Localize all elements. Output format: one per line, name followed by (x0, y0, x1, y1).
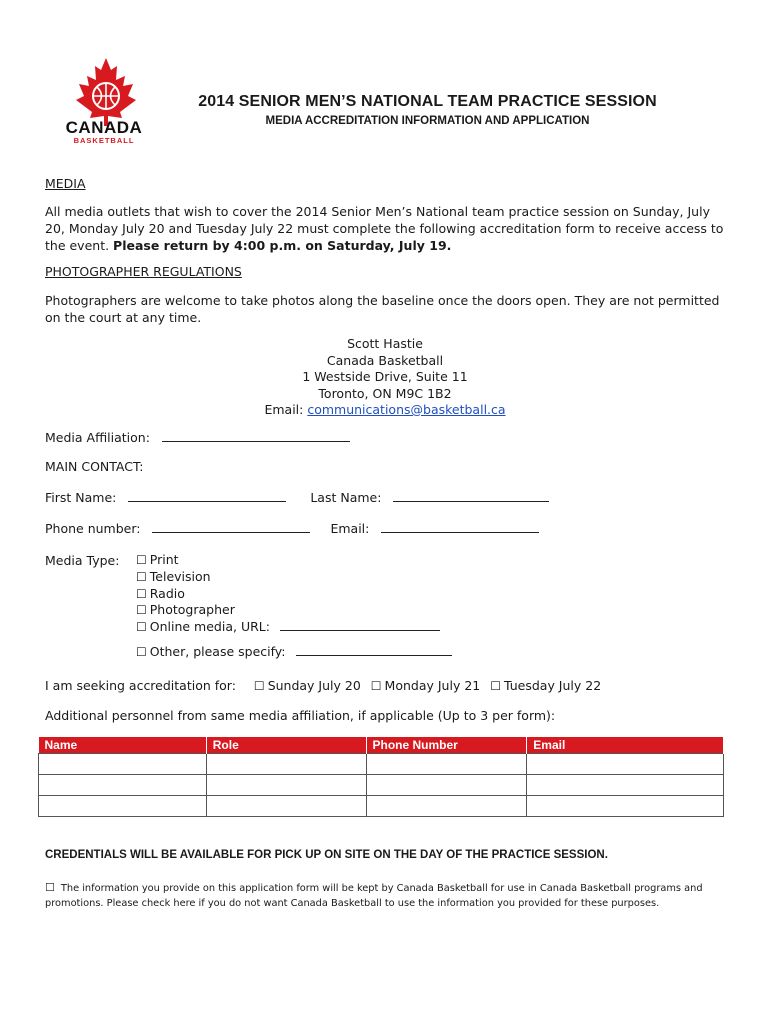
checkbox-icon[interactable]: ☐ (370, 679, 382, 693)
name-row (45, 489, 725, 506)
media-paragraph (45, 203, 725, 254)
contact-email-link[interactable]: communications@basketball.ca (307, 402, 506, 417)
accreditation-days-row (45, 677, 725, 695)
media-affiliation-field[interactable] (162, 431, 350, 442)
checkbox-icon[interactable]: ☐ (136, 644, 147, 659)
photographer-paragraph: Photographers are welcome to take photos along the baseline once the doors open. They are not permitted on the court at any time. (45, 293, 720, 325)
first-name-field[interactable] (128, 491, 286, 502)
table-cell[interactable] (366, 754, 527, 775)
other-specify-field[interactable] (296, 645, 452, 656)
contact-email-label: Email: (264, 402, 308, 417)
last-name-field[interactable] (393, 491, 549, 502)
checkbox-icon[interactable]: ☐ (253, 679, 265, 693)
table-cell[interactable] (366, 796, 527, 817)
main-contact-label: MAIN CONTACT: (45, 459, 144, 474)
credentials-notice: CREDENTIALS WILL BE AVAILABLE FOR PICK UP ON SITE ON THE DAY OF THE PRACTICE SESSION. (45, 849, 608, 861)
page-subtitle: MEDIA ACCREDITATION INFORMATION AND APPLICATION (265, 115, 590, 127)
checkbox-icon[interactable]: ☐ (136, 586, 147, 601)
media-affiliation-label: Media Affiliation: (45, 430, 150, 445)
table-cell[interactable] (39, 754, 207, 775)
table-row (39, 775, 724, 796)
email-label: Email: (330, 521, 370, 536)
logo-basketball-text: BASKETBALL (73, 136, 135, 145)
column-header-phone: Phone Number (366, 737, 527, 754)
table-cell[interactable] (206, 796, 366, 817)
day-monday[interactable]: ☐ Monday July 21 (370, 678, 481, 693)
media-type-television[interactable]: ☐ Television (136, 568, 211, 584)
photographer-heading: PHOTOGRAPHER REGULATIONS (45, 264, 242, 279)
media-type-label: Media Type: (45, 553, 120, 568)
logo-wordmark (62, 119, 146, 145)
media-heading: MEDIA (45, 176, 86, 191)
contact-street: 1 Westside Drive, Suite 11 (302, 369, 468, 384)
contact-email-line (45, 402, 725, 419)
phone-number-label: Phone number: (45, 521, 141, 536)
media-type-options (136, 552, 536, 661)
table-header-row (39, 737, 724, 754)
media-type-radio[interactable]: ☐ Radio (136, 585, 185, 601)
table-row (39, 796, 724, 817)
day-sunday[interactable]: ☐ Sunday July 20 (253, 678, 361, 693)
table-cell[interactable] (206, 754, 366, 775)
return-deadline: Please return by 4:00 p.m. on Saturday, July 19. (113, 238, 452, 253)
table-cell[interactable] (39, 796, 207, 817)
logo-canada-text: CANADA (65, 118, 143, 137)
checkbox-icon[interactable]: ☐ (490, 679, 501, 693)
seeking-label: I am seeking accreditation for: (45, 678, 236, 693)
first-name-label: First Name: (45, 490, 117, 505)
day-tuesday[interactable]: ☐ Tuesday July 22 (490, 678, 602, 693)
media-body-text: All media outlets that wish to cover the 2014 Senior Men’s National team practice session on Sunday, July 20, Monday July 20 and Tuesday July 22 must complete the following accreditation form to receive access to the event. (45, 204, 724, 253)
privacy-notice (45, 880, 725, 911)
additional-personnel-label: Additional personnel from same media affiliation, if applicable (Up to 3 per form): (45, 708, 556, 723)
personnel-table (38, 737, 724, 817)
checkbox-icon[interactable]: ☐ (136, 553, 147, 567)
column-header-email: Email (527, 737, 724, 754)
media-affiliation-row (45, 429, 725, 446)
online-url-field[interactable] (280, 620, 440, 631)
column-header-role: Role (206, 737, 366, 754)
table-cell[interactable] (527, 796, 724, 817)
privacy-opt-out-checkbox[interactable]: ☐ (45, 881, 55, 894)
column-header-name: Name (39, 737, 207, 754)
privacy-text: The information you provide on this application form will be kept by Canada Basketball for use in Canada Basketball programs and promotions. Please check here if you do not want Canada Basketball to use the information you provided for these purposes. (45, 883, 703, 909)
contact-city: Toronto, ON M9C 1B2 (318, 385, 452, 401)
contact-name: Scott Hastie (347, 336, 423, 351)
media-type-photographer[interactable]: ☐ Photographer (136, 602, 235, 618)
phone-number-field[interactable] (152, 522, 310, 533)
page-title: 2014 SENIOR MEN’S NATIONAL TEAM PRACTICE SESSION (198, 93, 657, 110)
media-type-other[interactable]: ☐ Other, please specify: (136, 644, 536, 661)
media-type-online[interactable]: ☐ Online media, URL: (136, 619, 536, 636)
phone-email-row (45, 520, 725, 537)
table-cell[interactable] (206, 775, 366, 796)
table-cell[interactable] (366, 775, 527, 796)
checkbox-icon[interactable]: ☐ (136, 603, 147, 618)
checkbox-icon[interactable]: ☐ (136, 569, 147, 584)
email-field[interactable] (381, 522, 539, 533)
table-cell[interactable] (39, 775, 207, 796)
last-name-label: Last Name: (310, 490, 382, 505)
table-cell[interactable] (527, 754, 724, 775)
contact-org: Canada Basketball (326, 352, 444, 368)
contact-block (45, 336, 725, 419)
checkbox-icon[interactable]: ☐ (136, 620, 147, 635)
media-type-print[interactable]: ☐ Print (136, 552, 179, 567)
table-row (39, 754, 724, 775)
table-cell[interactable] (527, 775, 724, 796)
